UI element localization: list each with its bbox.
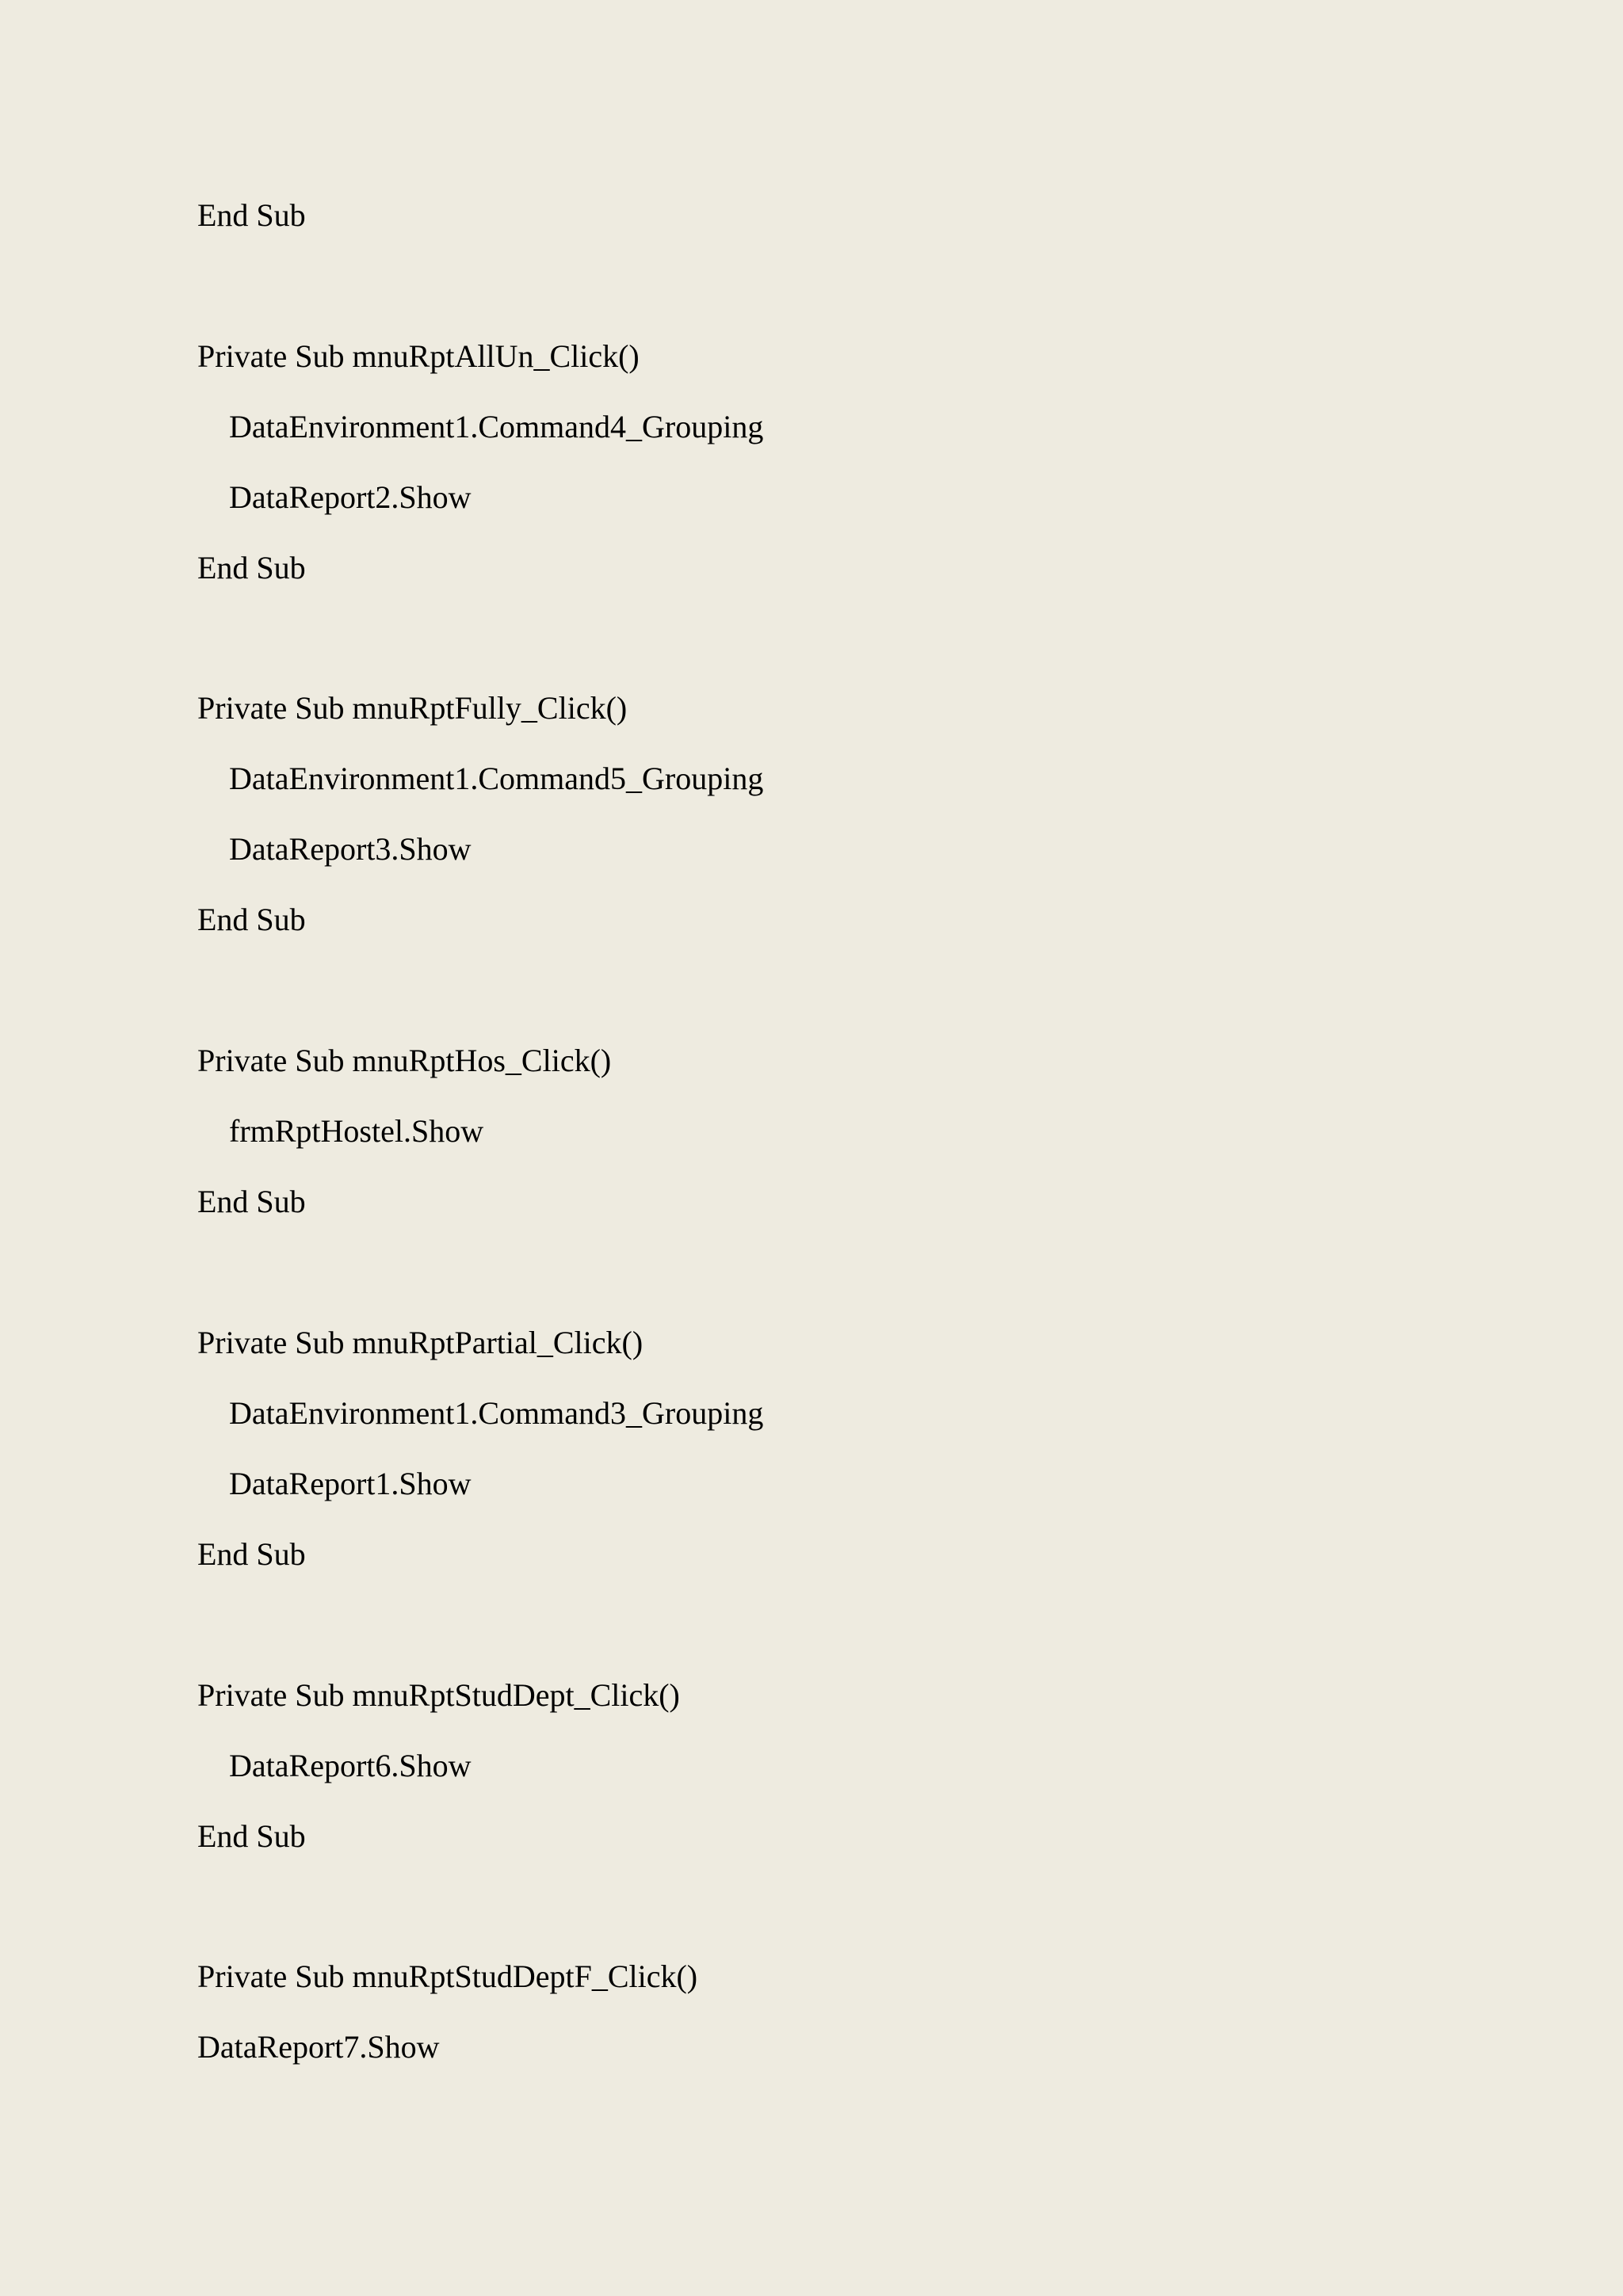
code-line-statement: DataReport3.Show [229, 831, 472, 867]
code-line-statement: DataReport7.Show [197, 2029, 440, 2065]
code-line-statement: frmRptHostel.Show [229, 1113, 484, 1149]
code-line-sub-declaration: Private Sub mnuRptPartial_Click() [197, 1325, 643, 1360]
code-line-sub-declaration: Private Sub mnuRptStudDeptF_Click() [197, 1958, 698, 1994]
code-line-sub-declaration: Private Sub mnuRptFully_Click() [197, 690, 628, 726]
code-line-statement: DataEnvironment1.Command3_Grouping [229, 1395, 764, 1431]
code-line-end-sub: End Sub [197, 550, 306, 585]
code-line-sub-declaration: Private Sub mnuRptAllUn_Click() [197, 338, 640, 374]
code-line-statement: DataReport1.Show [229, 1466, 472, 1501]
code-line-statement: DataReport2.Show [229, 479, 472, 515]
code-line-sub-declaration: Private Sub mnuRptHos_Click() [197, 1043, 612, 1078]
code-line-sub-declaration: Private Sub mnuRptStudDept_Click() [197, 1677, 680, 1713]
code-line-statement: DataEnvironment1.Command5_Grouping [229, 761, 764, 796]
code-line-end-sub: End Sub [197, 1818, 306, 1854]
code-line-end-sub: End Sub [197, 1184, 306, 1219]
code-line-statement: DataReport6.Show [229, 1748, 472, 1783]
code-line-end-sub: End Sub [197, 1536, 306, 1572]
code-line-statement: DataEnvironment1.Command4_Grouping [229, 409, 764, 444]
code-line-end-sub: End Sub [197, 197, 306, 233]
code-line-end-sub: End Sub [197, 902, 306, 937]
